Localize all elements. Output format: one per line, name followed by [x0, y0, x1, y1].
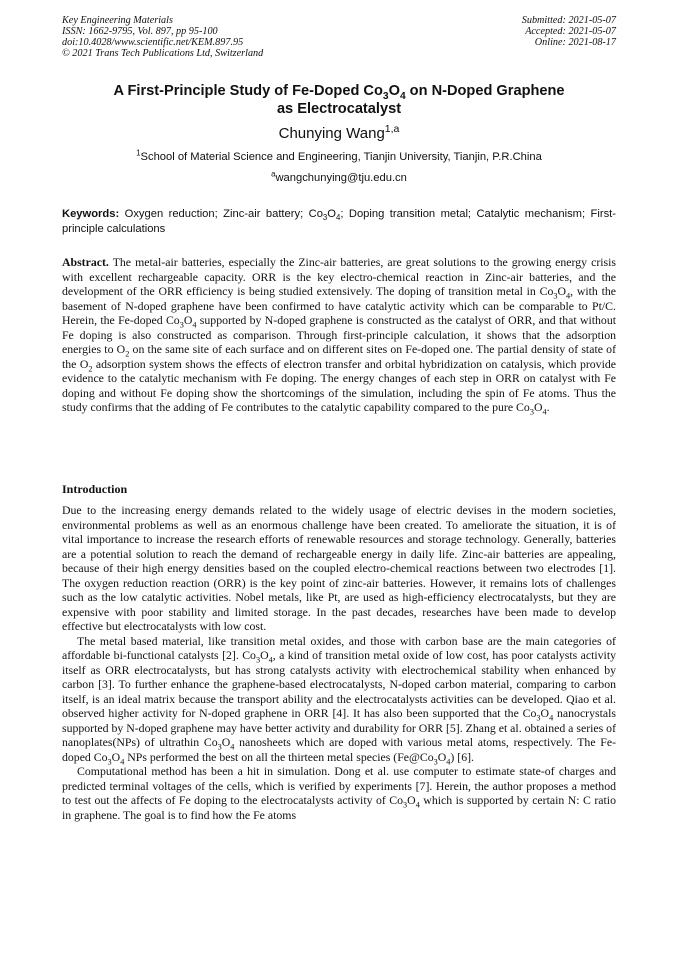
introduction-body	[62, 503, 616, 822]
author-name: Chunying Wang$^{1,a}$	[278, 123, 400, 142]
affiliation: $^1$School of Material Science and Engineering, Tianjin University, Tianjin, P.R.China	[136, 148, 542, 163]
author-email: $^a$wangchunying@tju.edu.cn	[271, 169, 407, 184]
paper-title: A First-Principle Study of Fe-Doped $Co_3O_4$ on N-Doped Graphene as Electrocatalyst	[113, 83, 565, 117]
accepted-date: Accepted: 2021-05-07	[525, 26, 616, 37]
doi-line: doi:10.4028/www.scientific.net/KEM.897.95	[62, 37, 244, 48]
copyright-line: © 2021 Trans Tech Publications Ltd, Switzerland	[62, 48, 264, 59]
paragraph: The metal based material, like transition metal oxides, and those with carbon base are the main categories of affordable bi-functional catalysts [2]. $Co_3O_4$, a kind of transition metal oxide of low cost, has poor catalysts activity itself as ORR electrocatalysts, but has strong catalysts activity with electrochemical stability when enhanced by carbon [3]. To further enhance the graphene-based electrocatalysts, N-doped carbon material, comparing to carbon itself, is an ideal matrix because the transport ability and the electrocatalysts activities can be developed. Qiao et al. observed higher activity for N-doped graphene in ORR [4]. It has also been supported that the $Co_3O_4$ nanocrystals supported by N-doped graphene may have better activity and durability for ORR [5]. Zhang et al. obtained a series of nanoplates(NPs) of ultrathin $Co_3O_4$ nanosheets which are doped with various metal atoms, respectively. The Fe-doped $Co_3O_4$ NPs performed the best on all the thirteen metal species $(Fe@Co_3O_4)$ [6].	[62, 633, 617, 766]
dates-info	[522, 15, 616, 48]
paragraph: Computational method has been a hit in simulation. Dong et al. use computer to estimate state-of charges and predicted terminal voltages of the cells, which is verified by experiments [7]. Herein, the author proposes a method to test out the affects of Fe doping to the electrocatalysts activity of $Co_3O_4$ which is supported by certain N: C ratio in graphene. The goal is to find how the Fe atoms	[62, 764, 616, 822]
journal-info	[62, 15, 263, 59]
keywords: Keywords: Oxygen reduction; Zinc-air battery; $Co_3O_4$; Doping transition metal; Catalytic mechanism; First-principle calculations	[62, 208, 616, 235]
keywords-label: Keywords:	[62, 208, 120, 220]
paragraph: Due to the increasing energy demands related to the widely usage of electric devises in the modern societies, environmental problems as well as an enormous challenge have been created. To ameliorate the situation, it is of vital importance to increase the research efforts of renewable resources and storage technology. Generally, batteries are a potential solution to reach the demand of rechargeable energy in daily life. Zinc-air batteries are appealing, because of their high energy densities based on the coupled electro-chemical reactions between two electrodes [1]. The oxygen reduction reaction (ORR) is the key point of zinc-air batteries. However, it remains lots of challenges such as the low catalytic activities. Nobel metals, like Pt, are used as high-efficiency electrocatalysts, but they are expensive with poor stability and limited storage. In the past decades, researches have been made to develop effective but electrocatalysts with low cost.	[62, 503, 616, 633]
abstract: Abstract. The metal-air batteries, especially the Zinc-air batteries, are great solutions to the growing energy crisis with excellent rechargeable capacity. ORR is the key electro-chemical reaction in Zinc-air batteries, and the development of the ORR efficiency is being studied extensively. The doping of transition metal in $Co_3O_4$, with the basement of N-doped graphene have been confirmed to have catalytic activity which can be comparable to Pt/C. Herein, the Fe-doped $Co_3O_4$ supported by N-doped graphene is constructed as the catalyst of ORR, and that without Fe doping is also constructed as comparison. Through first-principle calculation, it shows that the adsorption energies to $O_2$ on the same site of each surface and on different sites on Fe-doped one. The partial density of state of the $O_2$ adsorption system shows the effects of electron transfer and orbital hybridization on catalysis, which provide evidence to the catalytic mechanism with Fe doping. The energy changes of each step in ORR on catalyst with Fe doping and without Fe doping show the shortcomings of the simulation, including the spin of Fe atoms. Thus the study confirms that the adding of Fe contributes to the catalytic capability compared to the pure $Co_3O_4$.	[62, 255, 616, 417]
issn-line: ISSN: 1662-9795, Vol. 897, pp 95-100	[62, 26, 218, 37]
section-heading-introduction: Introduction	[62, 482, 128, 496]
submitted-date: Submitted: 2021-05-07	[521, 15, 616, 26]
abstract-label: Abstract.	[62, 255, 109, 269]
online-date: Online: 2021-08-17	[534, 37, 616, 48]
journal-name: Key Engineering Materials	[62, 15, 173, 26]
